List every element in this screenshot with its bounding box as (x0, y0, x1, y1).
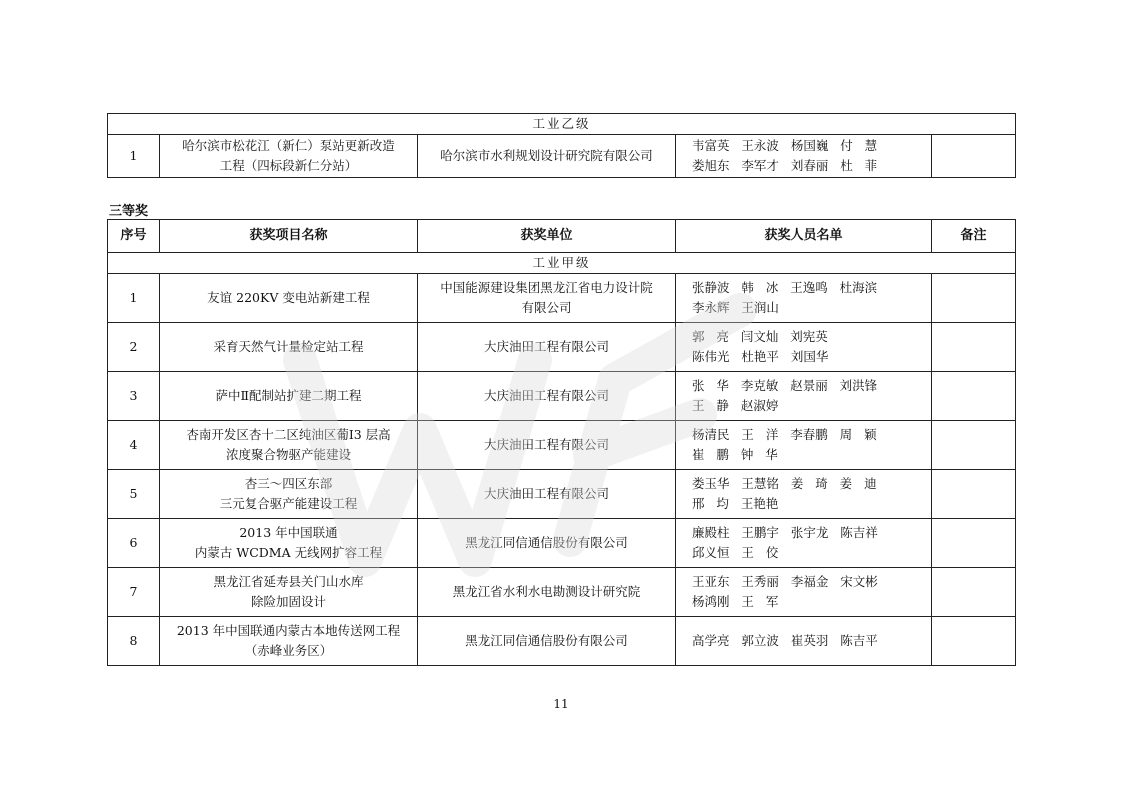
header-unit: 获奖单位 (418, 220, 676, 253)
header-no: 序号 (108, 220, 160, 253)
award-people: 杨清民 王 洋 李春鹏 周 颖 崔 鹏 钟 华 (676, 421, 932, 470)
row-number: 6 (108, 519, 160, 568)
remark-cell (932, 568, 1016, 617)
table-row (108, 372, 1016, 421)
table-row (108, 519, 1016, 568)
award-unit: 大庆油田工程有限公司 (418, 372, 676, 421)
award-people: 张静波 韩 冰 王逸鸣 杜海滨 李永辉 王润山 (676, 274, 932, 323)
award-table-industry-b (107, 113, 1016, 178)
award-people: 高学亮 郭立波 崔英羽 陈吉平 (676, 617, 932, 666)
row-number: 3 (108, 372, 160, 421)
award-people: 王亚东 王秀丽 李福金 宋文彬 杨鸿刚 王 军 (676, 568, 932, 617)
table-row (108, 617, 1016, 666)
remark-cell (932, 135, 1016, 178)
table-row (108, 274, 1016, 323)
third-prize-heading: 三等奖 (109, 204, 149, 219)
section-header-industry-a: 工业甲级 (108, 253, 1016, 274)
table-row (108, 470, 1016, 519)
project-name: 采育天然气计量检定站工程 (160, 323, 418, 372)
award-table-third-prize (107, 219, 1016, 666)
header-people: 获奖人员名单 (676, 220, 932, 253)
table-row (108, 421, 1016, 470)
row-number: 4 (108, 421, 160, 470)
remark-cell (932, 421, 1016, 470)
remark-cell (932, 519, 1016, 568)
project-name: 2013 年中国联通内蒙古本地传送网工程 （赤峰业务区） (160, 617, 418, 666)
project-name: 萨中Ⅱ配制站扩建二期工程 (160, 372, 418, 421)
remark-cell (932, 617, 1016, 666)
project-name: 杏南开发区杏十二区纯油区葡Ⅰ3 层高 浓度聚合物驱产能建设 (160, 421, 418, 470)
table-row (108, 135, 1016, 178)
row-number: 2 (108, 323, 160, 372)
header-project: 获奖项目名称 (160, 220, 418, 253)
award-people: 郭 亮 闫文灿 刘宪英 陈伟光 杜艳平 刘国华 (676, 323, 932, 372)
award-unit: 黑龙江同信通信股份有限公司 (418, 519, 676, 568)
award-unit: 黑龙江同信通信股份有限公司 (418, 617, 676, 666)
table-row (108, 323, 1016, 372)
table-header-row (108, 220, 1016, 253)
project-name: 2013 年中国联通 内蒙古 WCDMA 无线网扩容工程 (160, 519, 418, 568)
project-name: 黑龙江省延寿县关门山水库 除险加固设计 (160, 568, 418, 617)
award-people: 韦富英 王永波 杨国巍 付 慧 娄旭东 李军才 刘春丽 杜 菲 (676, 135, 932, 178)
award-unit: 大庆油田工程有限公司 (418, 470, 676, 519)
row-number: 8 (108, 617, 160, 666)
award-unit: 大庆油田工程有限公司 (418, 421, 676, 470)
row-number: 1 (108, 135, 160, 178)
remark-cell (932, 323, 1016, 372)
award-people: 张 华 李克敏 赵景丽 刘洪锋 王 静 赵淑婷 (676, 372, 932, 421)
project-name: 杏三～四区东部 三元复合驱产能建设工程 (160, 470, 418, 519)
row-number: 1 (108, 274, 160, 323)
section-header-industry-b: 工业乙级 (108, 114, 1016, 135)
table-row (108, 568, 1016, 617)
award-people: 廉殿柱 王鹏宇 张宇龙 陈吉祥 邱义恒 王 佼 (676, 519, 932, 568)
remark-cell (932, 274, 1016, 323)
project-name: 友谊 220KV 变电站新建工程 (160, 274, 418, 323)
project-name: 哈尔滨市松花江（新仁）泵站更新改造 工程（四标段新仁分站） (160, 135, 418, 178)
remark-cell (932, 372, 1016, 421)
remark-cell (932, 470, 1016, 519)
award-unit: 哈尔滨市水利规划设计研究院有限公司 (418, 135, 676, 178)
row-number: 7 (108, 568, 160, 617)
award-unit: 大庆油田工程有限公司 (418, 323, 676, 372)
header-note: 备注 (932, 220, 1016, 253)
row-number: 5 (108, 470, 160, 519)
page-number: 11 (553, 697, 569, 711)
award-unit: 中国能源建设集团黑龙江省电力设计院 有限公司 (418, 274, 676, 323)
award-unit: 黑龙江省水利水电勘测设计研究院 (418, 568, 676, 617)
award-people: 娄玉华 王慧铭 姜 琦 姜 迪 邢 均 王艳艳 (676, 470, 932, 519)
